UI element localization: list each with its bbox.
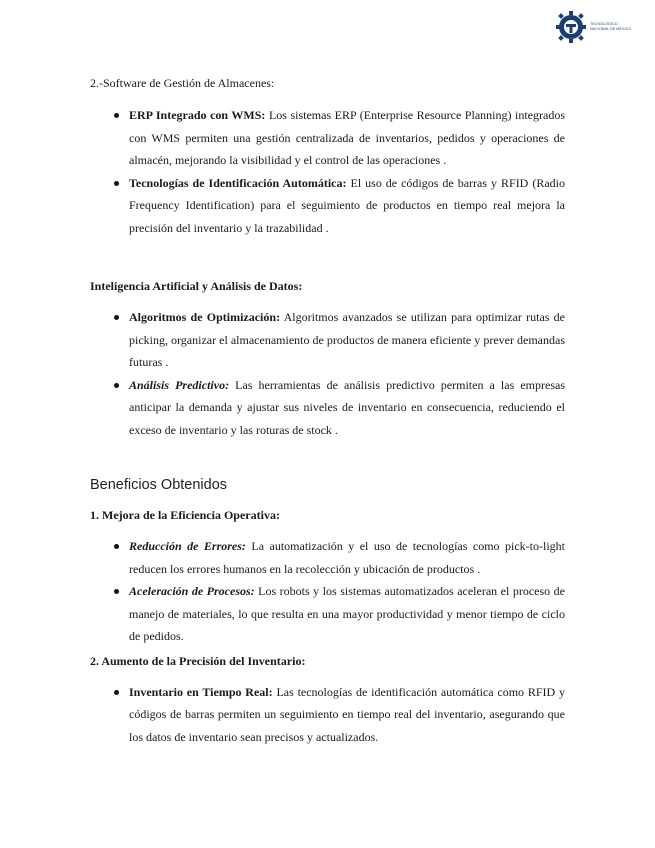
bullet-list-eficiencia (90, 535, 565, 648)
item-text: La automatización y el uso de tecnologías como pick-to-light reducen los errores humanos en la recolección y ubicación de productos . (129, 539, 565, 576)
gear-logo-icon (556, 8, 586, 48)
bullet-list-precision (90, 681, 565, 749)
tecnm-logo (556, 8, 646, 48)
list-item (90, 104, 565, 172)
bullet-list-software (90, 104, 565, 239)
list-item (90, 374, 565, 442)
list-item (90, 172, 565, 240)
item-text: Los sistemas ERP (Enterprise Resource Planning) integrados con WMS permiten una gestión centralizada de inventarios, pedidos y operaciones de almacén, mejorando la visibilidad y el control de las operaciones . (129, 108, 565, 167)
section-title-beneficios: Beneficios Obtenidos (90, 477, 228, 493)
item-term: Reducción de Errores: (129, 539, 246, 553)
section-title-software: 2.-Software de Gestión de Almacenes: (90, 76, 275, 90)
list-item (90, 535, 565, 580)
subsection-title-eficiencia: 1. Mejora de la Eficiencia Operativa: (90, 508, 280, 522)
list-item (90, 580, 565, 648)
document-body (90, 72, 565, 748)
item-term: Aceleración de Procesos: (129, 584, 255, 598)
item-text: Algoritmos avanzados se utilizan para optimizar rutas de picking, organizar el almacenamiento de productos de manera eficiente y prever demandas futuras . (129, 310, 566, 369)
section-title-ai: Inteligencia Artificial y Análisis de Datos: (90, 279, 303, 293)
item-term: Algoritmos de Optimización: (129, 310, 281, 324)
item-term: Tecnologías de Identificación Automática: (129, 175, 347, 190)
item-term: ERP Integrado con WMS: (129, 108, 266, 122)
item-term: Análisis Predictivo: (129, 377, 230, 392)
subsection-title-precision: 2. Aumento de la Precisión del Inventario: (90, 653, 306, 668)
logo-text-line1: TECNOLÓGICO (590, 22, 618, 26)
item-term: Inventario en Tiempo Real: (129, 684, 273, 699)
list-item (90, 681, 565, 749)
bullet-list-ai (90, 306, 565, 441)
item-text: Los robots y los sistemas automatizados aceleran el proceso de manejo de materiales, lo que resulta en una mayor productividad y menor tiempo de ciclo de pedidos. (129, 584, 565, 643)
logo-text-line2: NACIONAL DE MÉXICO (590, 27, 632, 31)
item-text: Las herramientas de análisis predictivo permiten a las empresas anticipar la demanda y ajustar sus niveles de inventario en consecuencia, reduciendo el exceso de inventario y las roturas de stock . (129, 377, 565, 437)
item-text: Las tecnologías de identificación automática como RFID y códigos de barras permiten un seguimiento en tiempo real del inventario, asegurando que los datos de inventario sean precisos y actualizados. (129, 684, 565, 744)
item-text: El uso de códigos de barras y RFID (Radio Frequency Identification) para el seguimiento de productos en tiempo real mejora la precisión del inventario y la trazabilidad . (129, 175, 565, 235)
list-item (90, 306, 565, 374)
